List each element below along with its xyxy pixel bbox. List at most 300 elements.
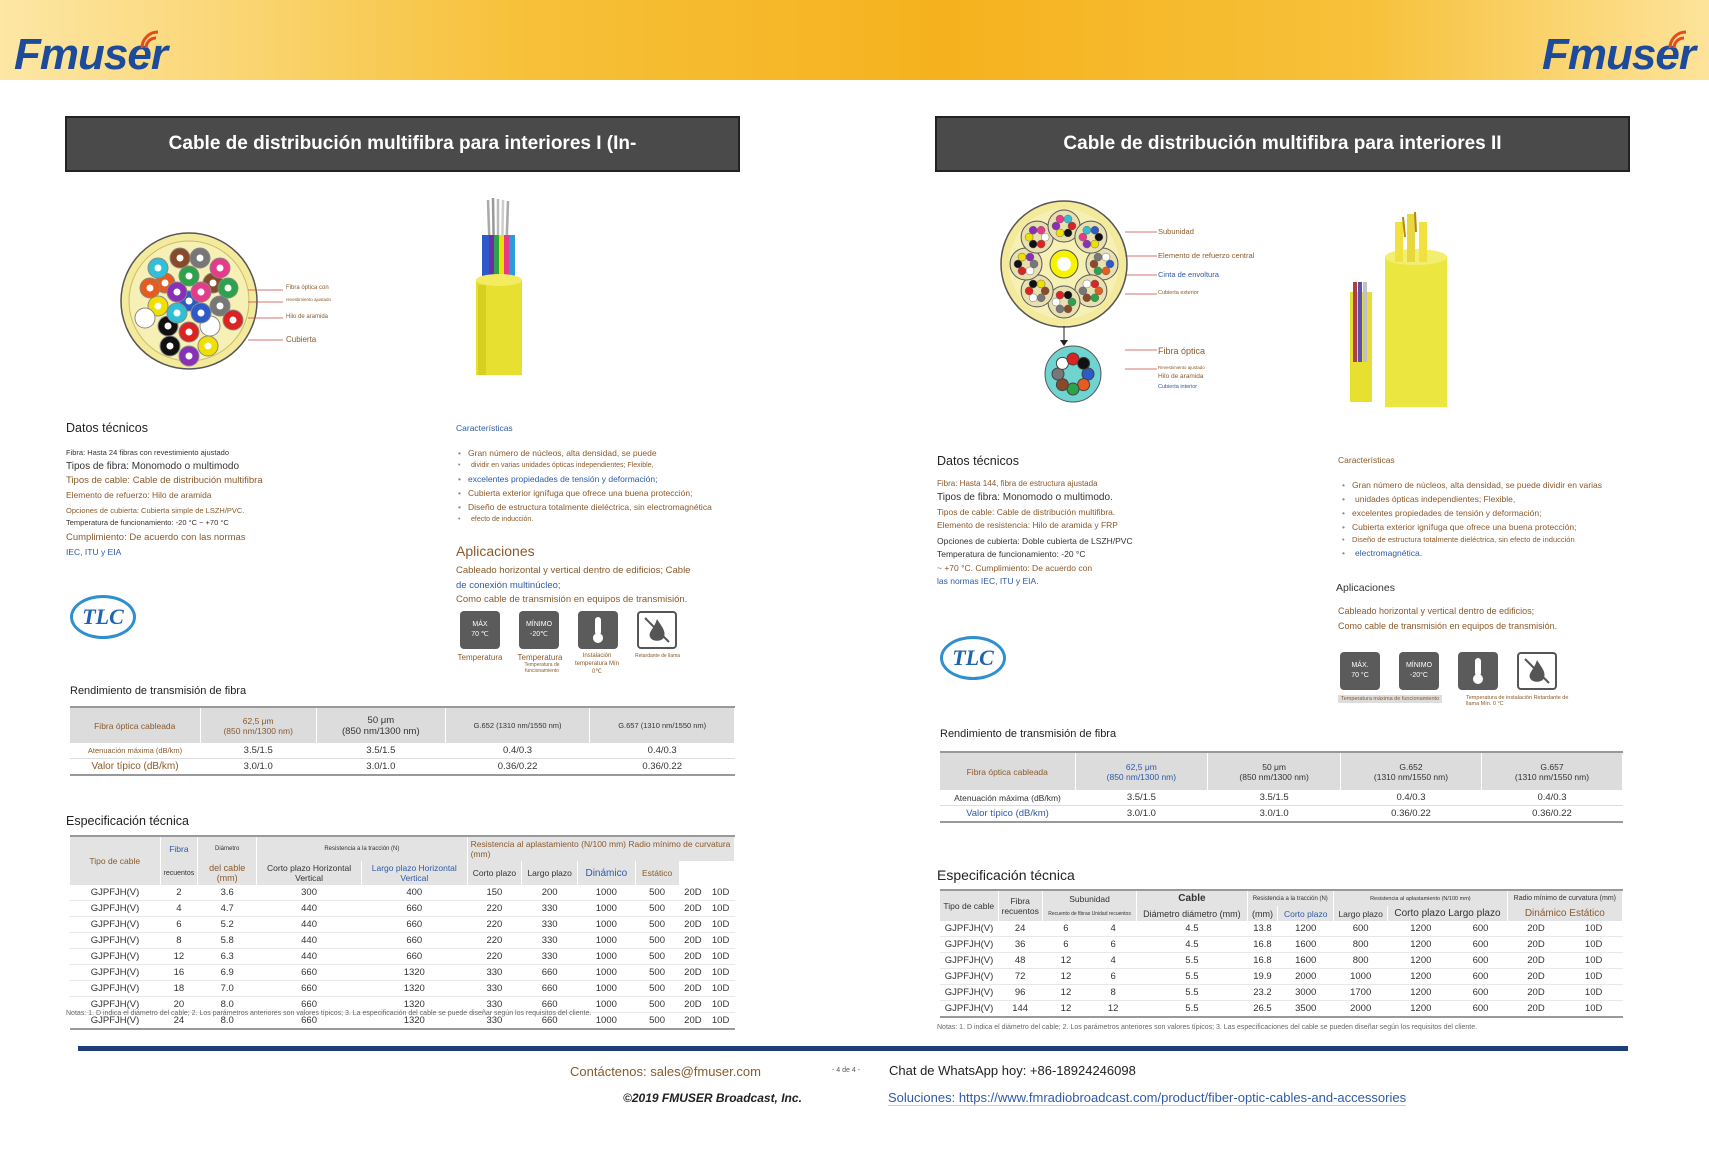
fiber-mark — [1094, 267, 1102, 275]
right-datos-title: Datos técnicos — [937, 454, 1019, 468]
table-cell: 20D — [679, 1013, 707, 1030]
table-cell: 3.5/1.5 — [1075, 790, 1208, 806]
fiber-core — [147, 285, 154, 292]
table-cell: Atenuación máxima (dB/km) — [70, 743, 200, 759]
fiber-core — [225, 285, 232, 292]
table-cell: 220 — [467, 917, 522, 933]
table-cell: 660 — [361, 901, 467, 917]
table-cell: 16.8 — [1247, 937, 1278, 953]
table-cell: 24 — [160, 1013, 198, 1030]
table-cell: 4 — [160, 901, 198, 917]
footer-contact — [570, 1064, 761, 1079]
caract-item: • Cubierta exterior ignífuga que ofrece una buena protección; — [456, 486, 746, 500]
table-cell: 10D — [707, 901, 735, 917]
diagram-label: Subunidad — [1158, 227, 1194, 236]
table-cell: 220 — [467, 933, 522, 949]
table-cell: 660 — [522, 981, 578, 997]
table-cell: 8.0 — [198, 997, 257, 1013]
caract-item: • Diseño de estructura totalmente dieléctrica, sin electromagnética — [456, 500, 746, 514]
table-cell: 5.5 — [1137, 953, 1247, 969]
left-perf-title: Rendimiento de transmisión de fibra — [70, 685, 247, 697]
table-cell: 300 — [257, 885, 362, 901]
datos-item: Tipos de cable: Cable de distribución multifibra — [66, 475, 263, 487]
table-cell: GJPFJH(V) — [70, 917, 160, 933]
table-cell: 0.4/0.3 — [1341, 790, 1482, 806]
icon-caption: Temperatura de funcionamiento — [524, 662, 560, 674]
table-cell: GJPFJH(V) — [70, 981, 160, 997]
table-cell: 500 — [635, 981, 679, 997]
fiber-mark — [1037, 280, 1045, 288]
spec-head: (mm) — [1247, 906, 1278, 921]
table-cell: 600 — [1454, 1001, 1507, 1018]
spec-head: Diámetro diámetro (mm) — [1137, 906, 1247, 921]
right-perf-table — [940, 751, 1623, 823]
diagram-label: Fibra óptica — [1158, 346, 1206, 356]
table-row — [940, 806, 1623, 823]
table-cell: 500 — [635, 901, 679, 917]
left-aplic-title: Aplicaciones — [456, 543, 535, 559]
table-cell: 1000 — [1334, 969, 1388, 985]
spec-head: Radio mínimo de curvatura (mm) — [1507, 890, 1622, 906]
diagram-label: Fibra óptica con — [286, 285, 329, 291]
table-cell: 3000 — [1278, 985, 1334, 1001]
table-cell: 1320 — [361, 965, 467, 981]
table-cell: 2000 — [1334, 1001, 1388, 1018]
table-cell: 1200 — [1388, 953, 1454, 969]
table-cell: 0.4/0.3 — [445, 743, 590, 759]
table-cell: 0.4/0.3 — [590, 743, 735, 759]
table-cell: 3.5/1.5 — [200, 743, 316, 759]
spec-head: Subunidad — [1042, 890, 1136, 906]
table-cell: 13.8 — [1247, 921, 1278, 937]
fiber-mark — [1029, 240, 1037, 248]
table-cell: 330 — [522, 917, 578, 933]
table-cell: 200 — [522, 885, 578, 901]
footer-copyright: ©2019 FMUSER Broadcast, Inc. — [623, 1091, 802, 1105]
table-row — [70, 901, 735, 917]
table-cell: GJPFJH(V) — [940, 969, 998, 985]
table-cell: 220 — [467, 949, 522, 965]
table-cell: 5.2 — [198, 917, 257, 933]
cable-cross-section-diagram — [120, 228, 340, 378]
perf-head: G.657 (1310 nm/1550 nm) — [590, 707, 735, 743]
spec-head: Largo plazo Horizontal Vertical — [361, 861, 467, 885]
fiber-mark — [1056, 291, 1064, 299]
table-row — [940, 985, 1623, 1001]
table-cell: 8 — [1090, 985, 1137, 1001]
fiber-core — [217, 265, 224, 272]
max-temp-icon: MÁX 70 ℃ — [460, 611, 500, 649]
table-cell: 1000 — [578, 997, 636, 1013]
table-cell: 330 — [467, 981, 522, 997]
table-cell: 12 — [160, 949, 198, 965]
spec-head: recuentos — [160, 861, 198, 885]
table-cell: Valor típico (dB/km) — [940, 806, 1075, 823]
table-cell: 96 — [998, 985, 1042, 1001]
spec-head: Largo plazo — [1334, 906, 1388, 921]
table-cell: 20 — [160, 997, 198, 1013]
table-cell: 1600 — [1278, 953, 1334, 969]
left-caract-list — [456, 446, 746, 525]
diagram-label: Revestimiento ajustado — [1158, 365, 1205, 370]
table-cell: 500 — [635, 965, 679, 981]
fiber-mark — [1102, 267, 1110, 275]
datos-item: Tipos de fibra: Monomodo o multimodo. — [937, 492, 1113, 504]
contact-email-link[interactable]: Contáctenos: sales@fmuser.com — [570, 1064, 761, 1079]
table-row — [70, 933, 735, 949]
fiber-core — [186, 329, 193, 336]
spec-head: Corto plazo Largo plazo — [1388, 906, 1507, 921]
table-cell: 24 — [998, 921, 1042, 937]
table-cell: 500 — [635, 885, 679, 901]
table-cell: 8.0 — [198, 1013, 257, 1030]
fiber-mark — [1083, 240, 1091, 248]
table-cell: 1000 — [578, 885, 636, 901]
spec-head: Cable — [1137, 890, 1247, 906]
table-row — [940, 969, 1623, 985]
table-cell: 10D — [1565, 985, 1623, 1001]
table-row — [940, 790, 1623, 806]
spec-head: Dinámico — [578, 861, 636, 885]
table-cell: 20D — [1507, 953, 1565, 969]
perf-head: 50 μm (850 nm/1300 nm) — [1208, 752, 1341, 790]
table-cell: 16.8 — [1247, 953, 1278, 969]
perf-head: 62,5 μm (850 nm/1300 nm) — [200, 707, 316, 743]
perf-head: G.652 (1310 nm/1550 nm) — [1341, 752, 1482, 790]
fiber-mark — [1078, 357, 1090, 369]
fiber-mark — [1064, 215, 1072, 223]
footer-divider — [78, 1046, 1628, 1051]
datos-item: Tipos de fibra: Monomodo o multimodo — [66, 460, 240, 472]
left-datos-title: Datos técnicos — [66, 421, 148, 435]
table-cell: 3.6 — [198, 885, 257, 901]
fiber-mark — [1018, 253, 1026, 261]
table-row — [940, 953, 1623, 969]
table-cell: 1320 — [361, 981, 467, 997]
table-cell: 440 — [257, 933, 362, 949]
table-cell: 10D — [707, 885, 735, 901]
table-cell: 12 — [1042, 1001, 1089, 1018]
fiber-mark — [1083, 226, 1091, 234]
table-cell: 1200 — [1388, 937, 1454, 953]
table-cell: 1000 — [578, 981, 636, 997]
table-cell: 20D — [679, 965, 707, 981]
fiber-core — [177, 255, 184, 262]
aplic-item: de conexión multinúcleo; — [456, 579, 561, 591]
fiber-core — [207, 323, 214, 330]
right-aplic-list — [1338, 604, 1557, 635]
table-cell: Atenuación máxima (dB/km) — [940, 790, 1075, 806]
fiber-mark — [1056, 215, 1064, 223]
table-cell: 16 — [160, 965, 198, 981]
table-cell: 4 — [1090, 921, 1137, 937]
fiber-core — [155, 303, 162, 310]
fiber-mark — [1037, 240, 1045, 248]
diagram-label: Cinta de envoltura — [1158, 270, 1219, 279]
datos-item: las normas IEC, ITU y EIA. — [937, 575, 1039, 586]
table-cell: 5.5 — [1137, 985, 1247, 1001]
fiber-mark — [1052, 298, 1060, 306]
table-cell: 1000 — [578, 917, 636, 933]
table-cell: 20D — [1507, 1001, 1565, 1018]
table-row — [70, 949, 735, 965]
spec-head: Resistencia a la tracción (N) — [257, 836, 467, 861]
diagram-label: Cubierta — [286, 335, 317, 344]
table-cell: 500 — [635, 949, 679, 965]
fiber-core — [165, 323, 172, 330]
table-cell: 12 — [1042, 953, 1089, 969]
logo-left: Fmuser — [14, 30, 167, 79]
table-row — [70, 885, 735, 901]
table-cell: 10D — [1565, 937, 1623, 953]
left-title: Cable de distribución multifibra para interiores I (In- — [65, 116, 740, 172]
fiber-mark — [1091, 294, 1099, 302]
table-row — [940, 937, 1623, 953]
table-cell: 20D — [1507, 969, 1565, 985]
table-cell: 36 — [998, 937, 1042, 953]
fiber-core — [155, 265, 162, 272]
fiber-mark — [1079, 287, 1087, 295]
thermometer-icon — [1458, 652, 1498, 690]
tlc-logo: TLC — [70, 595, 136, 639]
table-row — [940, 1001, 1623, 1018]
table-cell: 20D — [679, 949, 707, 965]
table-cell: 7.0 — [198, 981, 257, 997]
table-cell: 10D — [707, 1013, 735, 1030]
table-cell: Valor típico (dB/km) — [70, 759, 200, 776]
table-cell: 500 — [635, 1013, 679, 1030]
table-cell: 23.2 — [1247, 985, 1278, 1001]
spec-head: Fibra — [160, 836, 198, 861]
signal-icon — [140, 28, 174, 54]
table-cell: 440 — [257, 901, 362, 917]
table-cell: 1200 — [1388, 969, 1454, 985]
diagram-label: Cubierta interior — [1158, 384, 1198, 390]
fiber-mark — [1056, 229, 1064, 237]
min-temp-icon: MÍNIMO -20°C — [1399, 652, 1439, 690]
fiber-core — [186, 273, 193, 280]
fiber-mark — [1091, 240, 1099, 248]
datos-item: IEC, ITU y EIA — [66, 546, 122, 557]
fiber-mark — [1083, 294, 1091, 302]
table-cell: 6 — [1042, 921, 1089, 937]
table-cell: 0.36/0.22 — [1341, 806, 1482, 823]
table-cell: 1000 — [578, 933, 636, 949]
header-banner — [0, 0, 1709, 80]
table-cell: GJPFJH(V) — [70, 997, 160, 1013]
table-cell: 10D — [707, 949, 735, 965]
table-cell: 330 — [522, 933, 578, 949]
table-cell: 1000 — [578, 949, 636, 965]
fiber-core — [205, 343, 212, 350]
datos-item: ~ +70 °C. Cumplimiento: De acuerdo con — [937, 562, 1093, 573]
table-cell: GJPFJH(V) — [70, 965, 160, 981]
fiber-mark — [1095, 287, 1103, 295]
fiber-mark — [1030, 260, 1038, 268]
icon-caption: Temperatura de instalación Retardante de llama Mín. 0 °C — [1466, 695, 1569, 707]
table-cell: 10D — [1565, 1001, 1623, 1018]
fiber-mark — [1029, 294, 1037, 302]
left-icons — [460, 611, 677, 649]
caract-item: • Gran número de núcleos, alta densidad, se puede — [456, 446, 746, 460]
table-cell: 1200 — [1388, 1001, 1454, 1018]
flame-retardant-icon — [637, 611, 677, 649]
table-cell: GJPFJH(V) — [70, 1013, 160, 1030]
datos-item: Opciones de cubierta: Cubierta simple de LSZH/PVC. — [66, 506, 245, 516]
left-datos-list — [66, 447, 366, 559]
spec-head: Fibra recuentos — [998, 890, 1042, 921]
table-cell: 20D — [1507, 937, 1565, 953]
spec-head: Largo plazo — [522, 861, 578, 885]
table-cell: 3.0/1.0 — [200, 759, 316, 776]
table-cell: 3500 — [1278, 1001, 1334, 1018]
solutions-link[interactable]: Soluciones: https://www.fmradiobroadcast.com/product/fiber-optic-cables-and-accessories — [888, 1090, 1407, 1105]
caract-item: • Diseño de estructura totalmente dieléctrica, sin efecto de inducción — [1340, 534, 1640, 546]
datos-item: Cumplimiento: De acuerdo con las normas — [66, 532, 246, 544]
aplic-item: Como cable de transmisión en equipos de transmisión. — [456, 594, 688, 606]
datos-item: Temperatura de funcionamiento: -20 °C — [937, 549, 1086, 560]
fiber-mark — [1018, 267, 1026, 275]
table-cell: 6.3 — [198, 949, 257, 965]
fiber-mark — [1106, 260, 1114, 268]
table-cell: 3.0/1.0 — [1075, 806, 1208, 823]
fiber-mark — [1083, 280, 1091, 288]
table-cell: 10D — [707, 917, 735, 933]
spec-head: Tipo de cable — [940, 890, 998, 921]
fiber-mark — [1029, 226, 1037, 234]
diagram-label: Cubierta exterior — [1158, 290, 1199, 296]
perf-head: 50 μm (850 nm/1300 nm) — [316, 707, 445, 743]
caract-item: • unidades ópticas independientes; Flexible, — [1340, 492, 1640, 506]
fiber-mark — [1090, 260, 1098, 268]
table-cell: 4.5 — [1137, 921, 1247, 937]
table-cell: 660 — [361, 917, 467, 933]
fiber-mark — [1025, 233, 1033, 241]
table-cell: 0.4/0.3 — [1481, 790, 1622, 806]
table-cell: 26.5 — [1247, 1001, 1278, 1018]
footer-whatsapp: Chat de WhatsApp hoy: +86-18924246098 — [889, 1063, 1136, 1078]
datos-item: Tipos de cable: Cable de distribución multifibra. — [937, 506, 1116, 517]
spec-head: Estático — [635, 861, 679, 885]
aplic-item: Cableado horizontal y vertical dentro de edificios; Cable — [456, 565, 691, 576]
table-cell: 440 — [257, 917, 362, 933]
table-cell: 330 — [467, 965, 522, 981]
fiber-core — [186, 353, 193, 360]
table-cell: 20D — [679, 917, 707, 933]
table-cell: 20D — [679, 997, 707, 1013]
table-cell: 800 — [1334, 953, 1388, 969]
fiber-mark — [1064, 229, 1072, 237]
spec-head: Corto plazo Horizontal Vertical — [257, 861, 362, 885]
table-row — [70, 743, 735, 759]
right-caract-list — [1340, 478, 1640, 560]
table-cell: 5.8 — [198, 933, 257, 949]
fiber-core — [186, 298, 193, 305]
table-cell: 600 — [1454, 937, 1507, 953]
table-cell: 20D — [1507, 921, 1565, 937]
spec-head: Corto plazo — [467, 861, 522, 885]
table-cell: 18 — [160, 981, 198, 997]
fiber-core — [230, 317, 237, 324]
table-cell: 150 — [467, 885, 522, 901]
left-aplic-list — [456, 564, 756, 608]
table-cell: 1320 — [361, 997, 467, 1013]
table-cell: 10D — [707, 981, 735, 997]
cable-image — [468, 195, 538, 380]
fiber-core — [198, 289, 205, 296]
table-cell: 500 — [635, 933, 679, 949]
right-title: Cable de distribución multifibra para interiores II — [935, 116, 1630, 172]
spec-head: Tipo de cable — [70, 836, 160, 885]
caract-item: • dividir en varias unidades ópticas independientes; Flexible, — [456, 460, 746, 472]
left-spec-table — [70, 835, 735, 1030]
table-cell: 400 — [361, 885, 467, 901]
caract-item: • excelentes propiedades de tensión y deformación; — [1340, 506, 1640, 520]
table-cell: 600 — [1334, 921, 1388, 937]
table-cell: 500 — [635, 997, 679, 1013]
fiber-mark — [1037, 226, 1045, 234]
table-cell: 660 — [257, 965, 362, 981]
thermometer-icon — [578, 611, 618, 649]
table-row — [70, 917, 735, 933]
table-cell: 144 — [998, 1001, 1042, 1018]
table-cell: 6 — [1090, 969, 1137, 985]
table-cell: 10D — [707, 965, 735, 981]
right-aplic-title: Aplicaciones — [1336, 582, 1395, 594]
fiber-mark — [1041, 233, 1049, 241]
perf-head: G.657 (1310 nm/1550 nm) — [1481, 752, 1622, 790]
table-cell: 5.5 — [1137, 969, 1247, 985]
left-caract-title: Características — [456, 423, 513, 433]
table-cell: 500 — [635, 917, 679, 933]
table-cell: 20D — [679, 981, 707, 997]
fiber-mark — [1064, 305, 1072, 313]
right-spec-title: Especificación técnica — [937, 867, 1075, 883]
table-cell: 600 — [1454, 969, 1507, 985]
flame-retardant-icon — [1517, 652, 1557, 690]
caract-item: • electromagnética. — [1340, 546, 1640, 560]
fiber-mark — [1026, 253, 1034, 261]
table-cell: 20D — [679, 933, 707, 949]
fiber-core — [162, 280, 169, 287]
table-cell: GJPFJH(V) — [940, 937, 998, 953]
fiber-mark — [1029, 280, 1037, 288]
icon-caption: Temperatura — [457, 653, 503, 662]
fiber-mark — [1064, 291, 1072, 299]
right-perf-title: Rendimiento de transmisión de fibra — [940, 728, 1117, 740]
fiber-core — [198, 310, 205, 317]
table-cell: 4.5 — [1137, 937, 1247, 953]
table-cell: 4.7 — [198, 901, 257, 917]
fiber-core — [142, 315, 149, 322]
caract-item: • excelentes propiedades de tensión y deformación; — [456, 472, 746, 486]
table-cell: 20D — [679, 901, 707, 917]
table-cell: 10D — [707, 997, 735, 1013]
table-cell: 8 — [160, 933, 198, 949]
table-cell: 6.9 — [198, 965, 257, 981]
fiber-mark — [1041, 287, 1049, 295]
fiber-mark — [1014, 260, 1022, 268]
datos-item: Elemento de resistencia: Hilo de aramida y FRP — [937, 520, 1118, 531]
fiber-core — [174, 310, 181, 317]
left-perf-table — [70, 706, 735, 776]
table-cell: 6 — [1042, 937, 1089, 953]
diagram-label: Elemento de refuerzo central — [1158, 251, 1255, 260]
perf-head: G.652 (1310 nm/1550 nm) — [445, 707, 590, 743]
table-cell: 0.36/0.22 — [445, 759, 590, 776]
min-temp-icon: MÍNIMO -20℃ — [519, 611, 559, 649]
table-cell: 5.5 — [1137, 1001, 1247, 1018]
